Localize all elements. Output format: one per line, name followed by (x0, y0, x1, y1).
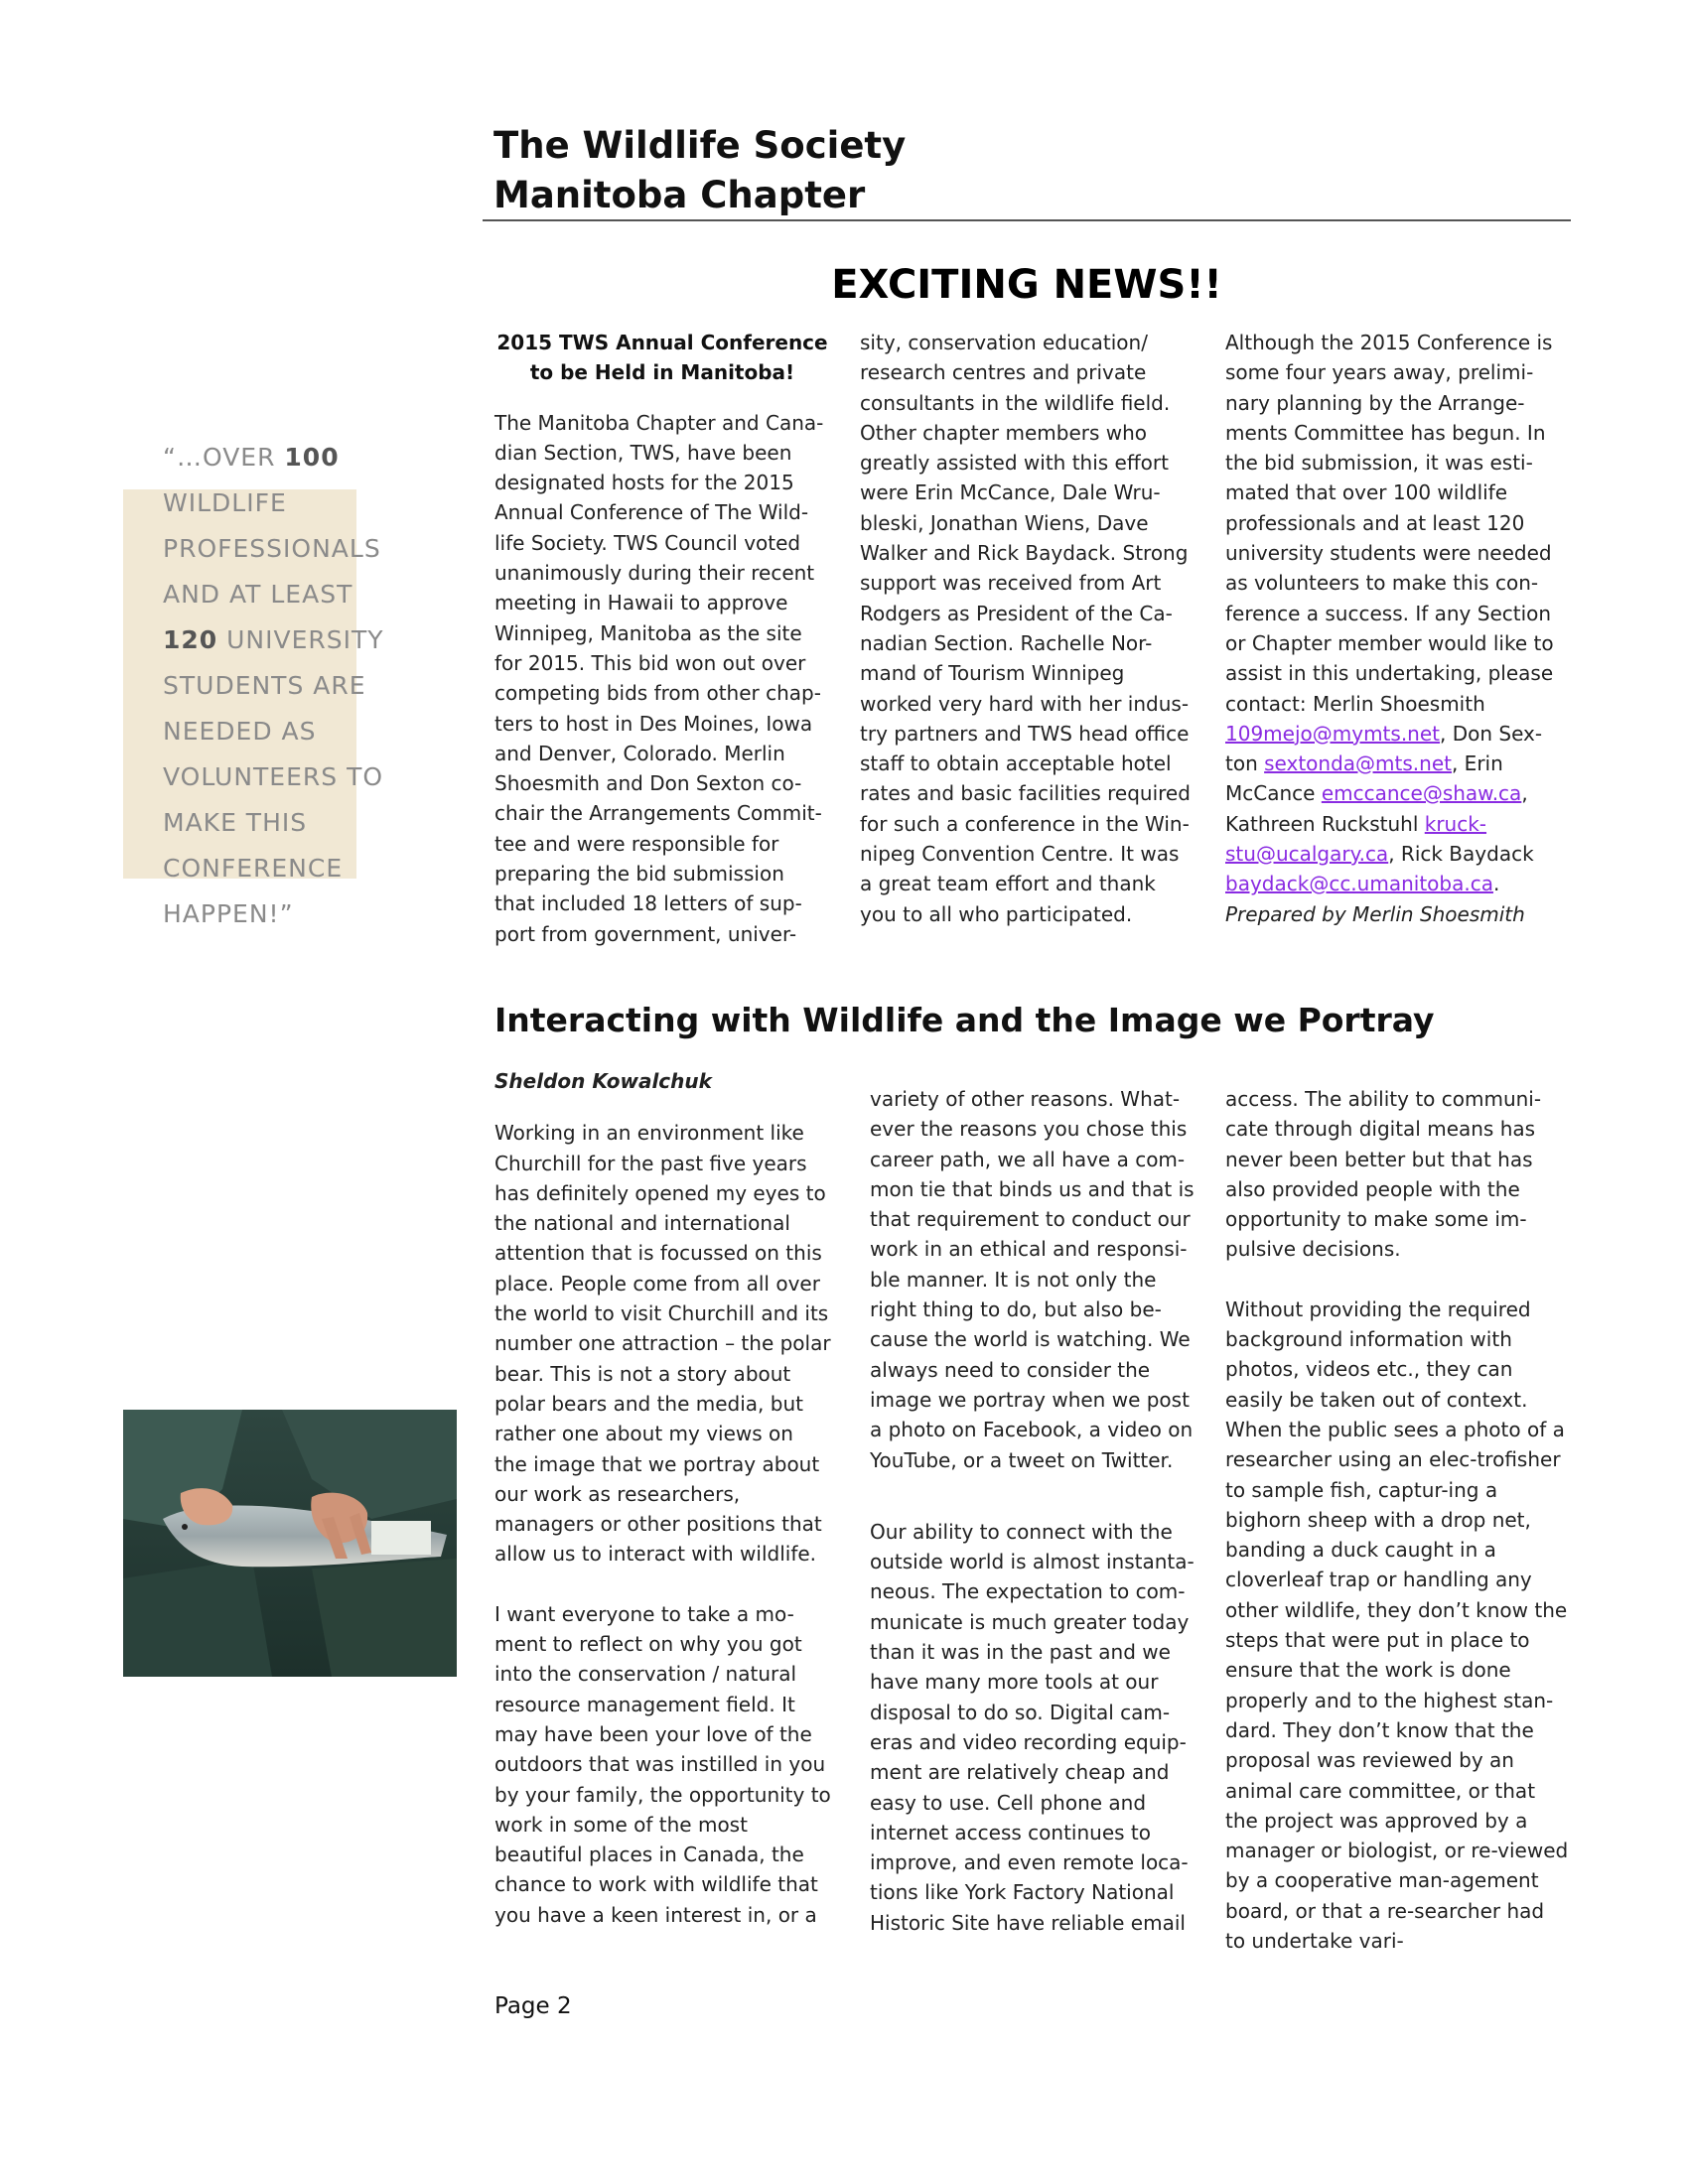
page-number: Page 2 (494, 1993, 572, 2019)
pullquote-number-120: 120 (163, 625, 218, 654)
email-link-ruckstuhl[interactable]: kruck-stu@ucalgary.ca (1225, 811, 1487, 867)
contact-name-4: , Kathreen Ruckstuhl (1225, 781, 1528, 836)
news-signature: Prepared by Merlin Shoesmith (1225, 901, 1525, 926)
email-link-mccance[interactable]: emccance@shaw.ca (1321, 781, 1522, 806)
header-rule (483, 219, 1571, 221)
contact-name-5: , Rick Baydack (1388, 842, 1534, 867)
news-col3-body: Although the 2015 Conference is some four years away, prelimi-nary planning by the Arrange-ments Committee has begun. In the bid submission, it was esti-mated that over 100 wildlife professionals and at least 120 university students were needed as volunteers to make this con-ference a success. If any Section or Chapter member would like to assist in this undertaking, please contact: Merlin Shoesmith (1225, 331, 1554, 716)
news-column-3 (1225, 328, 1568, 929)
news-col1-text: The Manitoba Chapter and Cana-dian Section, TWS, have been designated hosts for the 2015 Annual Conference of The Wild-life Society. TWS Council voted unanimously during their recent meeting in Hawaii to approve Winnipeg, Manitoba as the site for 2015. This bid won out over competing bids from other chap-ters to host in Des Moines, Iowa and Denver, Colorado. Merlin Shoesmith and Don Sexton co-chair the Arrangements Commit-tee and were responsible for preparing the bid submission that included 18 letters of sup-port from government, univer- (494, 410, 824, 946)
news-col2-text: sity, conservation education/ research centres and private consultants in the wildlife field. Other chapter members who greatly assisted with this effort were Erin McCance, Dale Wru-bleski, Jonathan Wiens, Dave Walker and Rick Baydack. Strong support was received from Art Rodgers as President of the Ca-nadian Section. Rachelle Nor-mand of Tourism Winnipeg worked very hard with her indus-try partners and TWS head office staff to obtain acceptable hotel rates and basic facilities required for such a conference in the Win-nipeg Convention Centre. It was a great team effort and thank you to all who participated. (860, 331, 1191, 926)
fish-photo (123, 1410, 457, 1677)
article-col2-paragraph-1: variety of other reasons. What-ever the reasons you chose this career path, we all have a com-mon tie that binds us and that is that requirement to conduct our work in an ethical and responsi-ble manner. It is not only the right thing to do, but also be-cause the world is watching. We always need to consider the image we portray when we post a photo on Facebook, a video on YouTube, or a tweet on Twitter. (870, 1087, 1195, 1472)
news-column-1 (494, 328, 830, 949)
article-col2-paragraph-2: Our ability to connect with the outside world is almost instanta-neous. The expectation to com-municate is much greater today than it was in the past and we have many more tools at our disposal to do so. Digital cam-eras and video recording equip-ment are relatively cheap and easy to use. Cell phone and internet access continues to improve, and even remote loca-tions like York Factory National Historic Site have reliable email (870, 1519, 1195, 1935)
email-link-shoesmith[interactable]: 109mejo@mymts.net (1225, 721, 1440, 746)
article-col3-paragraph-2: Without providing the required background information with photos, videos etc., they can easily be taken out of context. When the public sees a photo of a researcher using an elec-trofisher to sample fish, captur-ing a bighorn sheep with a drop net, banding a duck caught in a cloverleaf trap or handling any other wildlife, they don’t know the steps that were put in place to ensure that the work is done properly and to the highest stan-dard. They don’t know that the proposal was reviewed by an animal care committee, or that the project was approved by a manager or biologist, or re-viewed by a cooperative man-agement board, or that a re-searcher had to undertake vari- (1225, 1297, 1569, 1954)
title-line-1: The Wildlife Society (493, 124, 907, 167)
title-line-2: Manitoba Chapter (493, 174, 866, 216)
contact-name-3: , Erin McCance (1225, 751, 1503, 806)
newsletter-title (493, 121, 906, 220)
pullquote (163, 435, 401, 937)
pullquote-part-1: “…OVER (163, 443, 285, 472)
article-col3-paragraph-1: access. The ability to communi-cate through digital means has never been better but that has also provided people with the opportunity to make some im-pulsive decisions. (1225, 1087, 1542, 1262)
article-column-3 (1225, 1084, 1569, 1956)
article-col1-paragraph-2: I want everyone to take a mo-ment to reflect on why you got into the conservation / natural resource management field. It may have been your love of the outdoors that was instilled in you by your family, the opportunity to work in some of the most beautiful places in Canada, the chance to work with wildlife that you have a keen interest in, or a (494, 1601, 831, 1927)
news-col3-text (1225, 328, 1568, 899)
article-heading: Interacting with Wildlife and the Image we Portray (494, 1001, 1435, 1039)
article-author: Sheldon Kowalchuk (494, 1069, 712, 1093)
article-column-1 (494, 1066, 832, 1930)
email-link-baydack[interactable]: baydack@cc.umanitoba.ca (1225, 872, 1493, 896)
article-column-2 (870, 1084, 1201, 1938)
pullquote-number-100: 100 (284, 443, 340, 472)
contact-period: . (1492, 872, 1500, 896)
pullquote-part-3: UNIVERSITY STUDENTS ARE NEEDED AS VOLUNTEERS TO MAKE THIS CONFERENCE HAPPEN!” (163, 625, 384, 928)
news-heading: EXCITING NEWS!! (831, 262, 1222, 308)
pullquote-part-2: WILDLIFE PROFESSIONALS AND AT LEAST (163, 488, 381, 609)
contact-name-2: , Don Sex-ton (1225, 721, 1543, 776)
article-col1-paragraph-1: Working in an environment like Churchill for the past five years has definitely opened my eyes to the national and international attention that is focussed on this place. People come from all over the world to visit Churchill and its number one attraction – the polar bear. This is not a story about polar bears and the media, but rather one about my views on the image that we portray about our work as researchers, managers or other positions that allow us to interact with wildlife. (494, 1121, 831, 1567)
news-subheading: 2015 TWS Annual Conference to be Held in Manitoba! (496, 331, 828, 385)
email-link-sexton[interactable]: sextonda@mts.net (1264, 751, 1452, 776)
news-column-2 (860, 328, 1196, 929)
